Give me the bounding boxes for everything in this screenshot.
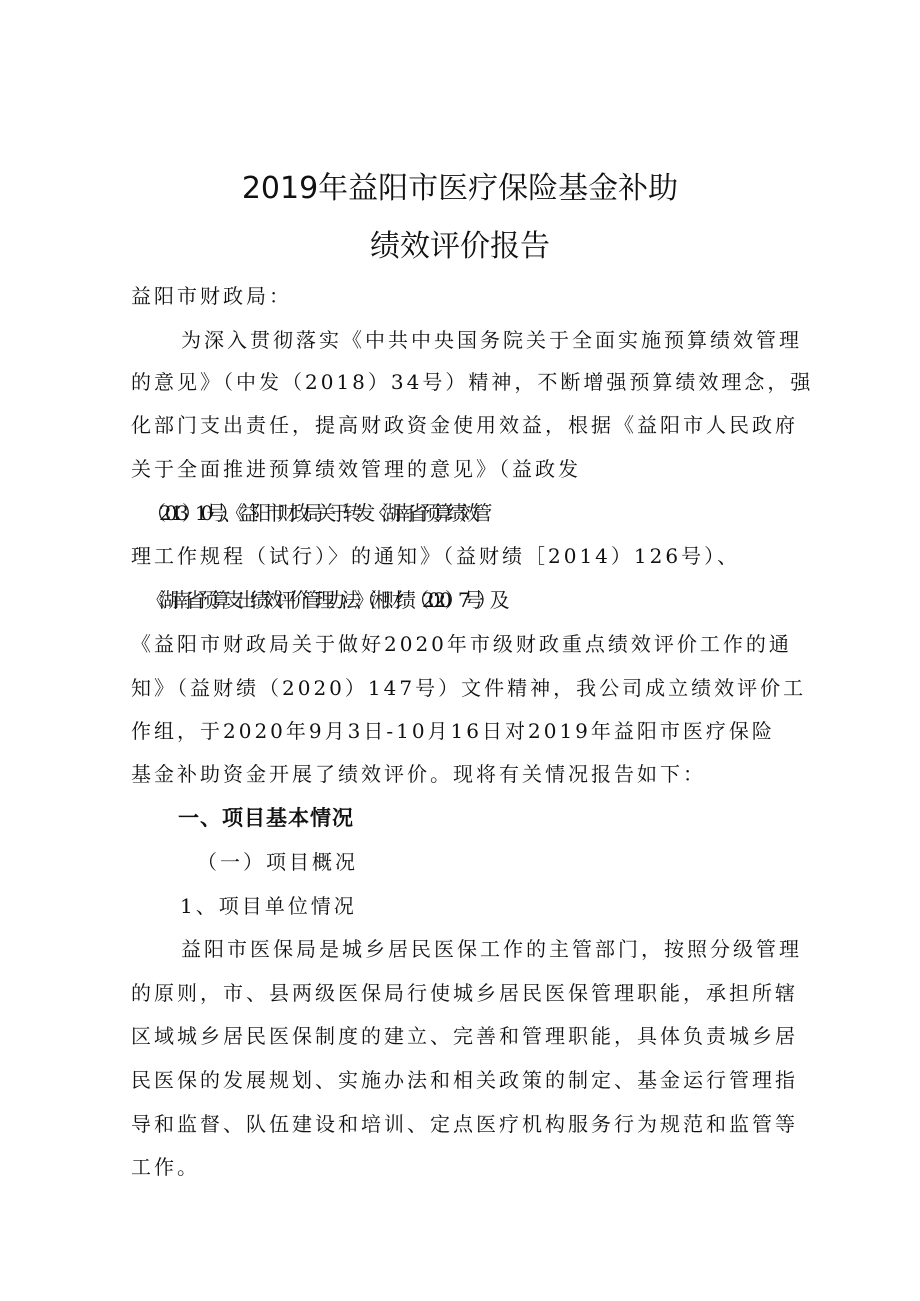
paragraph-line: 的原则，市、县两级医保局行使城乡居民医保管理职能，承担所辖	[131, 981, 798, 1005]
paragraph-line: 《湖南省预算支出绩效评价管理办法》（湘财绩（2020）7号）及	[146, 588, 503, 612]
salutation: 益阳市财政局：	[131, 284, 292, 308]
paragraph-line: 化部门支出责任，提高财政资金使用效益，根据《益阳市人民政府	[131, 413, 798, 437]
paragraph-line: 工作。	[131, 1155, 200, 1179]
paragraph-line: 理工作规程（试行）〉的通知》（益财绩［2014）126号）、	[131, 544, 741, 568]
document-title-line2: 绩效评价报告	[370, 229, 550, 264]
paragraph-line: 基金补助资金开展了绩效评价。现将有关情况报告如下：	[131, 762, 706, 786]
paragraph-line: 《益阳市财政局关于做好2020年市级财政重点绩效评价工作的通	[131, 632, 792, 656]
paragraph-line: （2013）10号）、《益阳市财政局关于转发〈湖南省预算绩效管	[146, 501, 486, 525]
section-heading: 一、项目基本情况	[178, 806, 354, 830]
paragraph-line: 知》（益财绩（2020）147号）文件精神，我公司成立绩效评价工	[131, 676, 807, 700]
paragraph-line: 的意见》（中发（2018）34号）精神，不断增强预算绩效理念，强	[131, 370, 814, 394]
paragraph-line: 作组，于2020年9月3日-10月16日对2019年益阳市医疗保险	[131, 719, 775, 743]
paragraph-line: 导和监督、队伍建设和培训、定点医疗机构服务行为规范和监管等	[131, 1112, 798, 1136]
paragraph-line: 关于全面推进预算绩效管理的意见》（益政发	[131, 457, 581, 481]
document-title-line1: 2019年益阳市医疗保险基金补助	[241, 171, 679, 206]
item-heading: 1、项目单位情况	[180, 894, 357, 918]
paragraph-line: 民医保的发展规划、实施办法和相关政策的制定、基金运行管理指	[131, 1068, 798, 1092]
paragraph-line: 益阳市医保局是城乡居民医保工作的主管部门，按照分级管理	[181, 937, 802, 961]
paragraph-line: 区域城乡居民医保制度的建立、完善和管理职能，具体负责城乡居	[131, 1024, 798, 1048]
paragraph-line: 为深入贯彻落实《中共中央国务院关于全面实施预算绩效管理	[181, 328, 802, 352]
subsection-heading: （一）项目概况	[197, 850, 358, 874]
